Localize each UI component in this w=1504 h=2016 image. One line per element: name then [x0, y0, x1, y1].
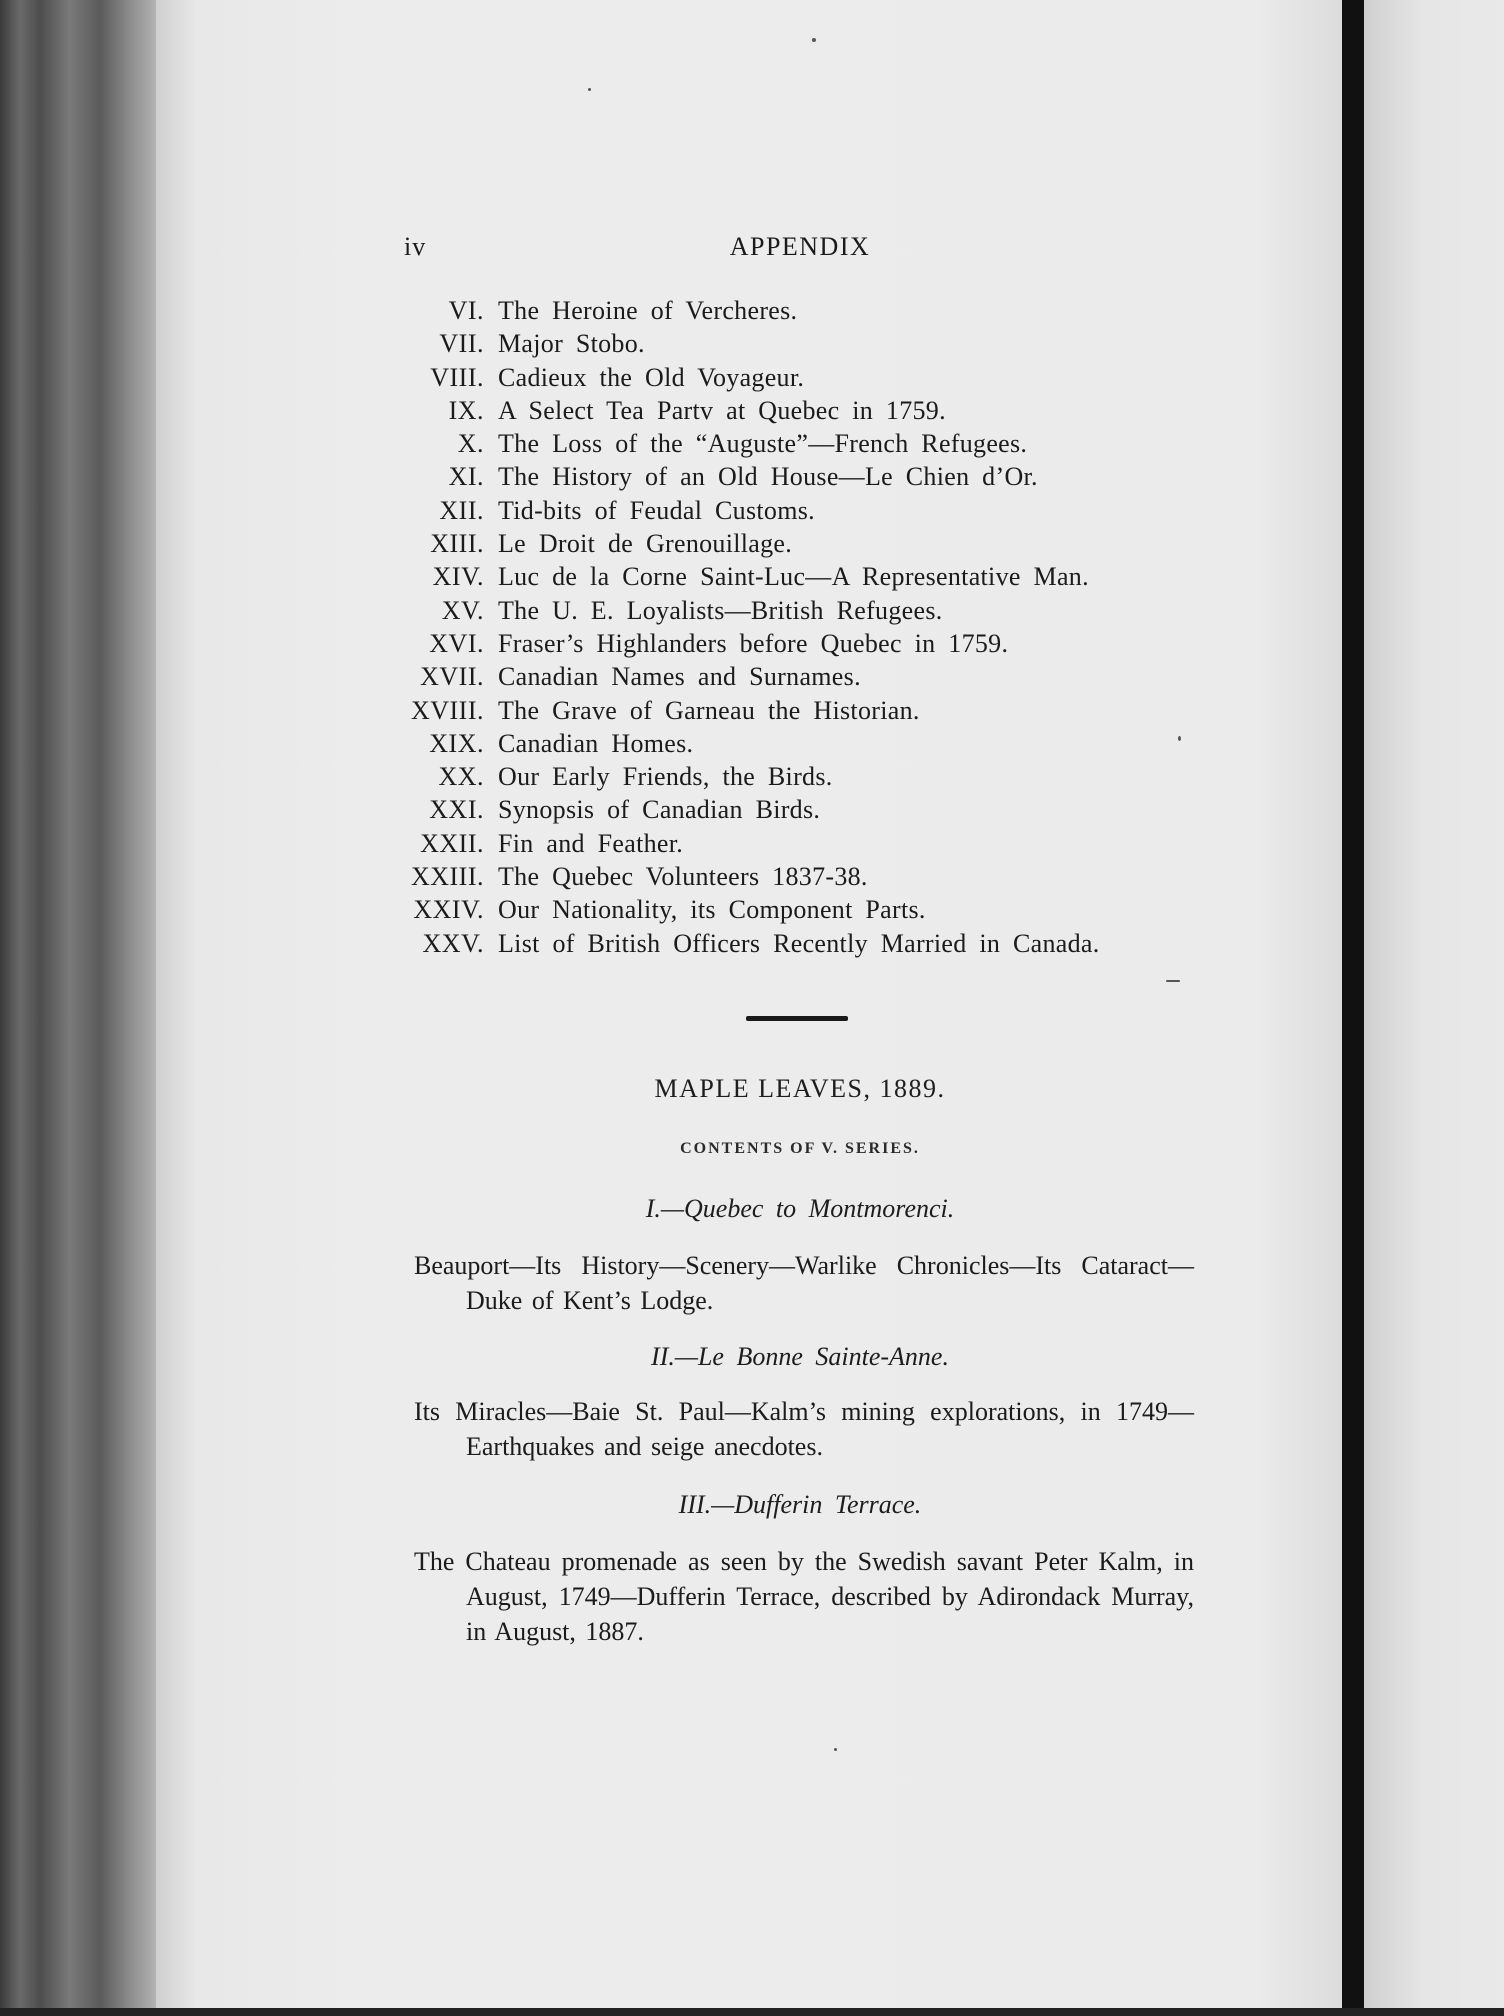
print-speck: [588, 88, 591, 91]
toc-entry-title: Synopsis of Canadian Birds.: [498, 795, 821, 825]
toc-entry-title: Fraser’s Highlanders before Quebec in 1759.: [498, 628, 1009, 658]
toc-entry-number: XVIII.: [410, 695, 484, 725]
toc-entry: [404, 427, 1194, 460]
toc-entry-title: Le Droit de Grenouillage.: [498, 529, 793, 559]
toc-entry: [404, 660, 1194, 693]
contents-heading: CONTENTS OF V. SERIES.: [680, 1140, 920, 1157]
toc-entry-title: The Quebec Volunteers 1837-38.: [498, 862, 868, 892]
toc-entry: [404, 294, 1194, 327]
toc-entry: [404, 860, 1194, 893]
toc-entry: [404, 793, 1194, 826]
toc-entry-number: X.: [457, 429, 484, 459]
toc-entry-number: XVII.: [420, 662, 484, 692]
book-gutter: [1342, 0, 1364, 2016]
toc-entry: [404, 361, 1194, 394]
print-speck: [1166, 980, 1180, 982]
toc-entry-title: Canadian Names and Surnames.: [498, 662, 861, 692]
toc-entry-number: XIV.: [432, 562, 484, 592]
toc-entry-title: Fin and Feather.: [498, 828, 684, 858]
toc-entry: [404, 927, 1194, 960]
toc-entry-title: A Select Tea Partv at Quebec in 1759.: [498, 395, 946, 425]
section-divider-rule: [746, 1016, 848, 1021]
toc-entry: [404, 327, 1194, 360]
toc-entry: [404, 494, 1194, 527]
toc-entry: [404, 694, 1194, 727]
print-speck: [834, 1748, 837, 1751]
part-description: The Chateau promenade as seen by the Swedish savant Peter Kalm, in August, 1749—Dufferin Terrace, described by Adirondack Murray, in August, 1887.: [414, 1547, 1194, 1646]
toc-entry-number: XIX.: [429, 728, 484, 758]
part-description: Its Miracles—Baie St. Paul—Kalm’s mining explorations, in 1749—Earthquakes and seige anecdotes.: [414, 1397, 1194, 1461]
running-title: APPENDIX: [729, 232, 871, 261]
toc-entry-number: XXII.: [420, 828, 484, 858]
toc-entry: [404, 760, 1194, 793]
toc-entry-number: XXIV.: [413, 895, 484, 925]
part-heading: I.—Quebec to Montmorenci.: [645, 1194, 955, 1223]
section-title: MAPLE LEAVES, 1889.: [654, 1074, 946, 1103]
part-description: Beauport—Its History—Scenery—Warlike Chronicles—Its Cataract—Duke of Kent’s Lodge.: [414, 1251, 1194, 1315]
toc-entry: [404, 560, 1194, 593]
toc-entry-title: The U. E. Loyalists—British Refugees.: [498, 595, 943, 625]
toc-entry-number: IX.: [448, 395, 484, 425]
toc-entry-title: The History of an Old House—Le Chien d’Or.: [498, 462, 1038, 492]
toc-entry: [404, 394, 1194, 427]
part-heading: II.—Le Bonne Sainte-Anne.: [651, 1342, 949, 1371]
toc-entry-number: XIII.: [430, 529, 484, 559]
toc-entry: [404, 460, 1194, 493]
toc-entry-title: The Heroine of Vercheres.: [498, 296, 798, 325]
page-bottom-edge: [0, 2008, 1504, 2016]
toc-entry-number: XII.: [439, 495, 484, 525]
toc-entry: [404, 594, 1194, 627]
toc-entry-number: XXIII.: [410, 862, 484, 892]
appendix-contents-list: [404, 294, 1194, 960]
toc-entry-title: The Loss of the “Auguste”—French Refugees.: [498, 429, 1028, 459]
toc-entry-title: The Grave of Garneau the Historian.: [498, 695, 920, 725]
toc-entry-number: VI.: [448, 296, 484, 325]
print-speck: [812, 38, 816, 42]
toc-entry: [404, 827, 1194, 860]
facing-page: [1364, 0, 1504, 2016]
toc-entry: [404, 527, 1194, 560]
toc-entry: [404, 727, 1194, 760]
toc-entry-title: Major Stobo.: [498, 329, 645, 359]
toc-entry-number: VII.: [439, 329, 484, 359]
toc-entry-number: XVI.: [429, 628, 484, 658]
toc-entry-number: XV.: [441, 595, 484, 625]
toc-entry-number: VIII.: [430, 362, 484, 392]
toc-entry-title: Our Early Friends, the Birds.: [498, 762, 833, 792]
book-page-edges: [0, 0, 160, 2016]
toc-entry-number: XXI.: [429, 795, 484, 825]
part-heading: III.—Dufferin Terrace.: [678, 1490, 922, 1519]
toc-entry-title: Cadieux the Old Voyageur.: [498, 362, 805, 392]
toc-entry-number: XX.: [438, 762, 484, 792]
toc-entry: [404, 627, 1194, 660]
toc-entry-title: Canadian Homes.: [498, 728, 694, 758]
toc-entry-number: XXV.: [422, 928, 484, 958]
toc-entry-title: Tid-bits of Feudal Customs.: [498, 495, 815, 525]
toc-entry: [404, 893, 1194, 926]
toc-entry-number: XI.: [448, 462, 484, 492]
toc-entry-title: List of British Officers Recently Married in Canada.: [498, 928, 1100, 958]
toc-entry-title: Our Nationality, its Component Parts.: [498, 895, 926, 925]
running-head: [404, 232, 1196, 272]
toc-entry-title: Luc de la Corne Saint-Luc—A Representative Man.: [498, 562, 1089, 592]
page-number: iv: [404, 232, 427, 261]
